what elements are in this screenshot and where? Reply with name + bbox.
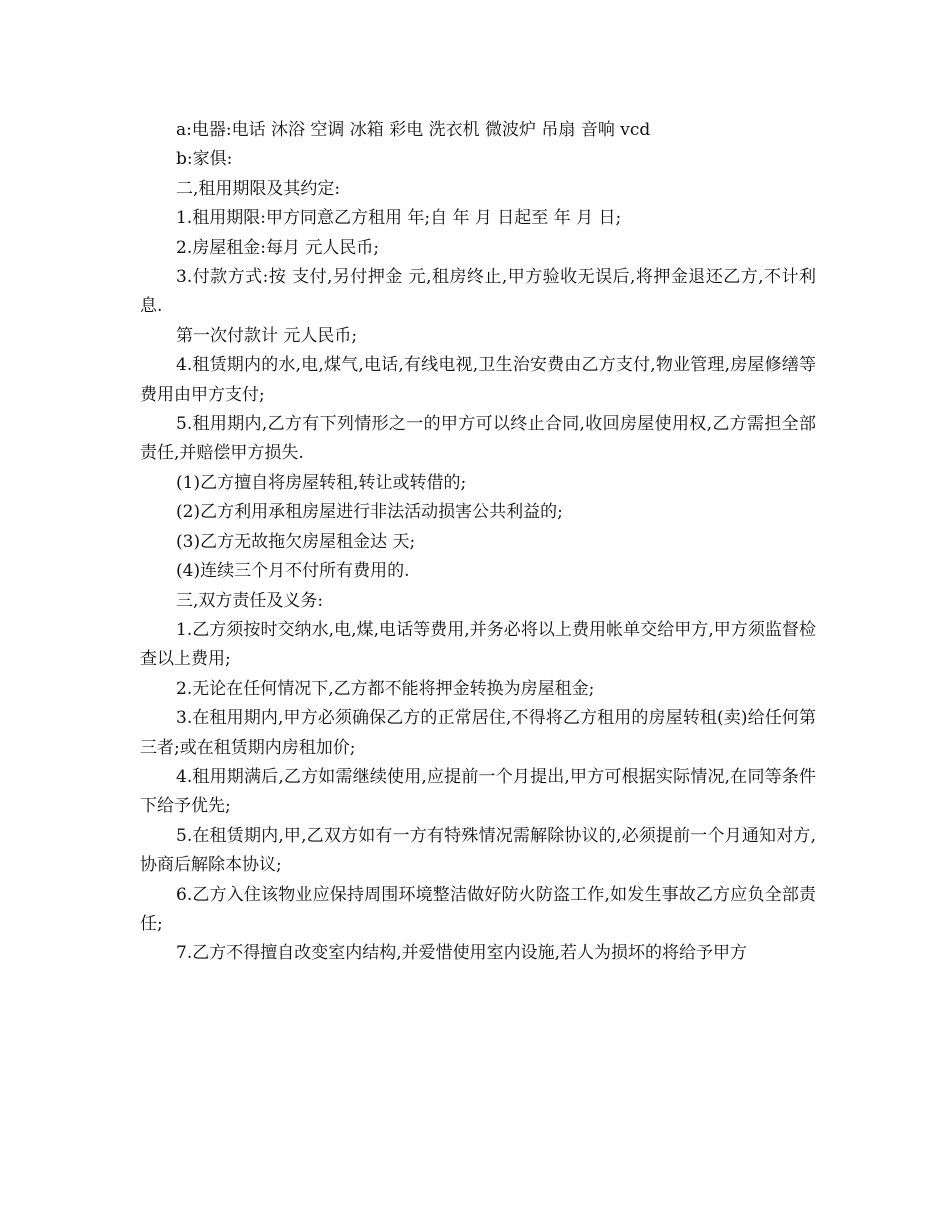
paragraph-duty-2: 2.无论在任何情况下,乙方都不能将押金转换为房屋租金; <box>176 678 595 699</box>
paragraph-duty-3: 3.在租用期内,甲方必须确保乙方的正常居住,不得将乙方租用的房屋转租(卖)给任何第三者;或在租赁期内房租加价; <box>140 708 816 758</box>
paragraph-termination-case-4: (4)连续三个月不付所有费用的. <box>176 561 410 582</box>
paragraph-payment-method: 3.付款方式:按 支付,另付押金 元,租房终止,甲方验收无误后,将押金退还乙方,不计利息. <box>140 267 816 317</box>
paragraph-duty-7: 7.乙方不得擅自改变室内结构,并爱惜使用室内设施,若人为损坏的将给予甲方 <box>176 943 748 964</box>
paragraph-rent: 2.房屋租金:每月 元人民币; <box>176 237 380 258</box>
paragraph-first-payment: 第一次付款计 元人民币; <box>176 325 358 346</box>
paragraph-duty-1: 1.乙方须按时交纳水,电,煤,电话等费用,并务必将以上费用帐单交给甲方,甲方须监督检查以上费用; <box>140 619 816 670</box>
paragraph-utilities: 4.租赁期内的水,电,煤气,电话,有线电视,卫生治安费由乙方支付,物业管理,房屋修缮等费用由甲方支付; <box>140 355 816 405</box>
paragraph-duty-4: 4.租用期满后,乙方如需继续使用,应提前一个月提出,甲方可根据实际情况,在同等条件下给予优先; <box>140 766 816 817</box>
paragraph-termination-case-3: (3)乙方无故拖欠房屋租金达 天; <box>176 531 416 552</box>
paragraph-furniture: b:家俱: <box>176 149 233 170</box>
paragraph-duty-6: 6.乙方入住该物业应保持周围环境整洁做好防火防盗工作,如发生事故乙方应负全部责任; <box>140 884 816 934</box>
paragraph-termination-case-2: (2)乙方利用承租房屋进行非法活动损害公共利益的; <box>176 502 563 523</box>
paragraph-lease-term: 1.租用期限:甲方同意乙方租用 年;自 年 月 日起至 年 月 日; <box>176 208 622 229</box>
paragraph-duty-5: 5.在租赁期内,甲,乙双方如有一方有特殊情况需解除协议的,必须提前一个月通知对方,协商后解除本协议; <box>140 825 816 876</box>
paragraph-appliances: a:电器:电话 沐浴 空调 冰箱 彩电 洗衣机 微波炉 吊扇 音响 vcd <box>176 120 651 140</box>
section-heading-lease-term: 二,租用期限及其约定: <box>176 178 341 199</box>
section-heading-responsibilities: 三,双方责任及义务: <box>176 590 324 611</box>
paragraph-termination-case-1: (1)乙方擅自将房屋转租,转让或转借的; <box>176 472 467 493</box>
paragraph-termination: 5.租用期内,乙方有下列情形之一的甲方可以终止合同,收回房屋使用权,乙方需担全部责任,并赔偿甲方损失. <box>140 414 816 464</box>
document-body <box>140 116 816 969</box>
